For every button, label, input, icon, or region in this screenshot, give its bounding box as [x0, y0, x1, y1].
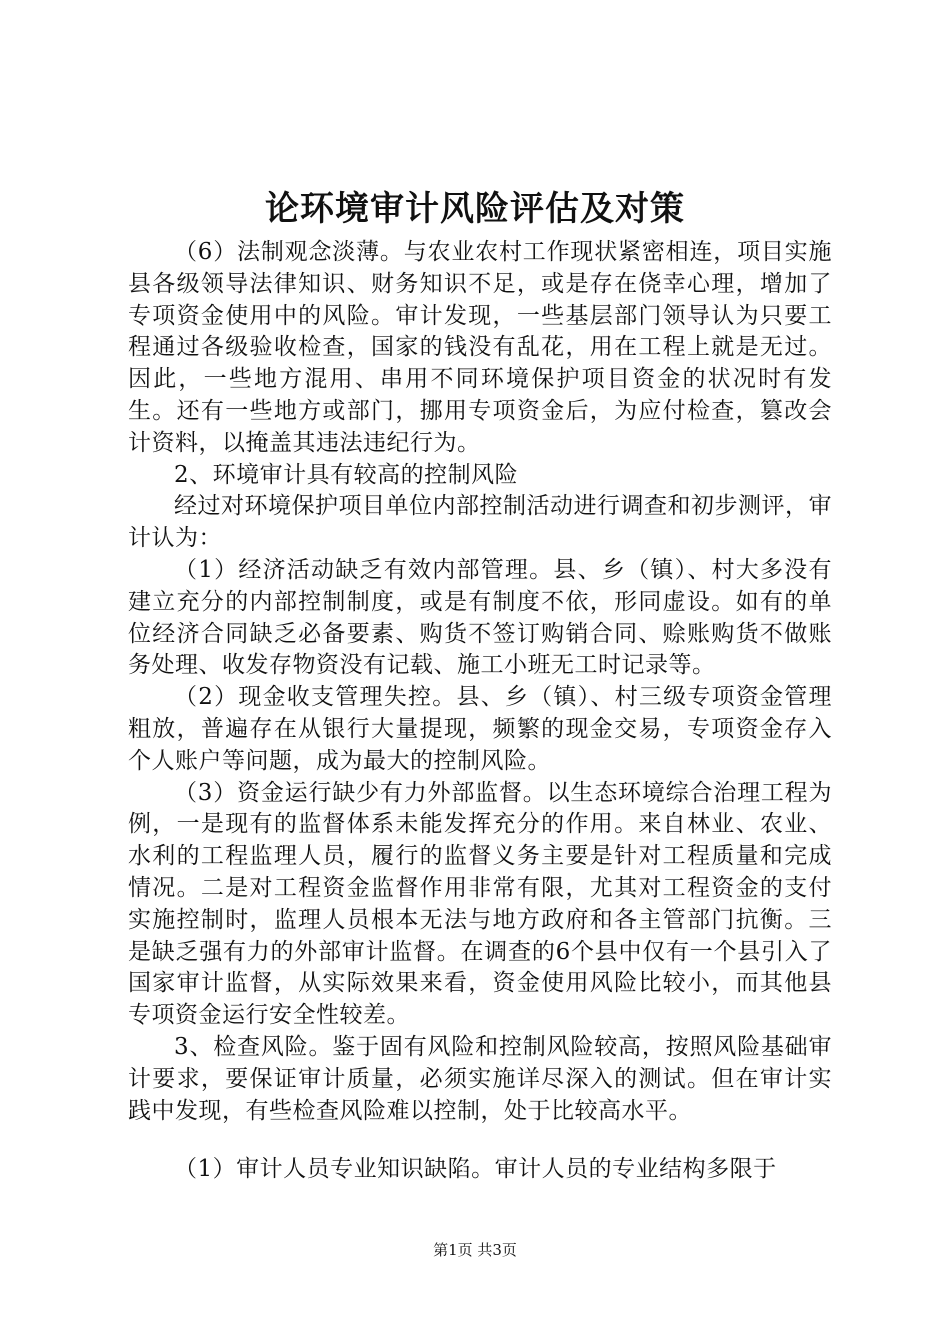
document-body	[128, 237, 832, 1186]
page-footer: 第1页 共3页	[433, 1241, 517, 1259]
paragraph-legal-awareness: （6）法制观念淡薄。与农业农村工作现状紧密相连，项目实施县各级领导法律知识、财务知识不足，或是存在侥幸心理，增加了专项资金使用中的风险。审计发现，一些基层部门领导认为只要工程通过各级验收检查，国家的钱没有乱花，用在工程上就是无过。因此，一些地方混用、串用不同环境保护项目资金的状况时有发生。还有一些地方或部门，挪用专项资金后，为应付检查，篡改会计资料，以掩盖其违法违纪行为。	[128, 239, 832, 456]
paragraph-internal-management: （1）经济活动缺乏有效内部管理。县、乡（镇）、村大多没有建立充分的内部控制制度，或是有制度不依，形同虚设。如有的单位经济合同缺乏必备要素、购货不签订购销合同、赊账购货不做账务处理、收发存物资没有记载、施工小班无工时记录等。	[128, 556, 832, 679]
paragraph-auditor-knowledge: （1）审计人员专业知识缺陷。审计人员的专业结构多限于	[174, 1156, 777, 1183]
section-heading-control-risk: 2、环境审计具有较高的控制风险	[174, 461, 519, 488]
section-heading-detection-risk: 3、检查风险。鉴于固有风险和控制风险较高，按照风险基础审计要求，要保证审计质量，必须实施详尽深入的测试。但在审计实践中发现，有些检查风险难以控制，处于比较高水平。	[128, 1033, 832, 1124]
document-title: 论环境审计风险评估及对策	[265, 189, 685, 229]
paragraph-external-supervision: （3）资金运行缺少有力外部监督。以生态环境综合治理工程为例，一是现有的监督体系未能发挥充分的作用。来自林业、农业、水利的工程监理人员，履行的监督义务主要是针对工程质量和完成情况。二是对工程资金监督作用非常有限，尤其对工程资金的支付实施控制时，监理人员根本无法与地方政府和各主管部门抗衡。三是缺乏强有力的外部审计监督。在调查的6个县中仅有一个县引入了国家审计监督，从实际效果来看，资金使用风险比较小，而其他县专项资金运行安全性较差。	[128, 779, 832, 1029]
paragraph-control-evaluation: 经过对环境保护项目单位内部控制活动进行调查和初步测评，审计认为：	[128, 493, 832, 552]
paragraph-cash-management: （2）现金收支管理失控。县、乡（镇）、村三级专项资金管理粗放，普遍存在从银行大量提现，频繁的现金交易，专项资金存入个人账户等问题，成为最大的控制风险。	[128, 684, 832, 774]
